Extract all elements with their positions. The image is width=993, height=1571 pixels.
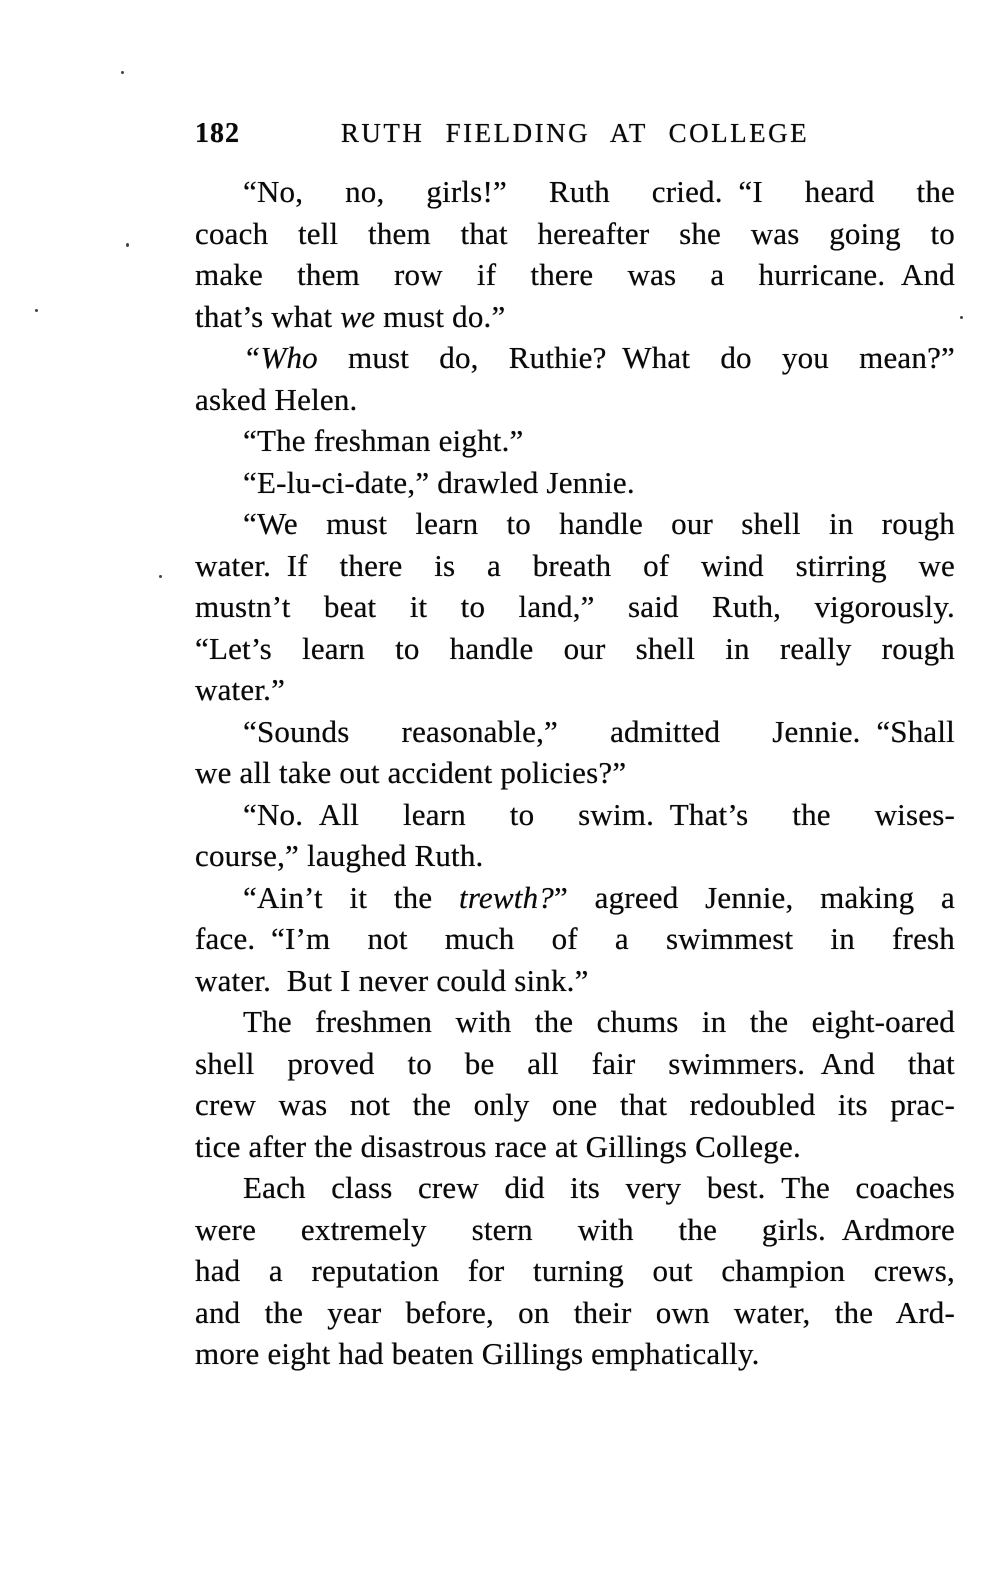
scan-speck: [126, 243, 129, 247]
paragraph: [195, 877, 955, 1002]
text-segment: we all take out accident policies?”: [195, 755, 627, 790]
text-line: [195, 752, 955, 794]
text-segment: coach tell them that hereafter she was going to: [195, 215, 955, 251]
text-line: [195, 877, 955, 919]
text-segment: water.”: [195, 672, 286, 707]
text-line: [195, 1333, 955, 1375]
text-segment: “No, no, girls!” Ruth cried. “I heard the: [243, 174, 955, 209]
page-body: [195, 171, 955, 1375]
text-line: [195, 503, 955, 545]
paragraph: [195, 171, 955, 337]
text-segment: shell proved to be all fair swimmers. And that: [195, 1045, 955, 1081]
text-segment: The freshmen with the chums in the eight-oared: [243, 1004, 955, 1039]
text-segment: were extremely stern with the girls. Ardmore: [195, 1211, 955, 1247]
text-segment: crew was not the only one that redoubled its prac-: [195, 1087, 955, 1122]
text-line: [195, 960, 955, 1002]
text-line: [195, 711, 955, 753]
scan-speck: [121, 71, 124, 74]
text-segment: “The freshman eight.”: [243, 423, 524, 458]
paragraph: [195, 503, 955, 711]
text-segment: had a reputation for turning out champion crews,: [195, 1253, 955, 1288]
text-segment: “Sounds reasonable,” admitted Jennie. “Shall: [243, 713, 955, 749]
text-line: [195, 171, 955, 213]
text-line: [195, 1043, 955, 1085]
paragraph: [195, 337, 955, 420]
text-segment: Each class crew did its very best. The coaches: [243, 1170, 955, 1205]
text-line: [195, 379, 955, 421]
text-line: [195, 586, 955, 628]
text-line: [195, 1126, 955, 1168]
text-line: [195, 545, 955, 587]
text-line: [195, 794, 955, 836]
page-header: [195, 118, 955, 150]
paragraph: [195, 1167, 955, 1375]
paragraph: [195, 1001, 955, 1167]
text-segment: water. If there is a breath of wind stirring we: [195, 547, 955, 583]
paragraph: [195, 420, 955, 462]
text-segment: ” agreed Jennie, making a: [553, 879, 955, 915]
text-segment: mustn’t beat it to land,” said Ruth, vigorously.: [195, 589, 955, 624]
text-line: [195, 669, 955, 711]
paragraph: [195, 711, 955, 794]
scan-speck: [960, 316, 963, 319]
text-line: [195, 213, 955, 255]
running-title: RUTH FIELDING AT COLLEGE: [340, 118, 810, 148]
text-line: [195, 918, 955, 960]
text-line: [195, 337, 955, 379]
text-segment: make them row if there was a hurricane. And: [195, 257, 955, 292]
text-segment: water. But I never could sink.”: [195, 962, 589, 998]
text-line: [195, 296, 955, 338]
text-segment: asked Helen.: [195, 381, 358, 417]
text-segment: must do, Ruthie? What do you mean?”: [317, 340, 955, 375]
italic-text-segment: trewth?: [459, 879, 554, 915]
text-line: [195, 628, 955, 670]
italic-text-segment: we: [340, 298, 376, 334]
text-segment: “Ain’t it the: [243, 879, 459, 915]
text-line: [195, 835, 955, 877]
text-segment: face. “I’m not much of a swimmest in fresh: [195, 921, 955, 956]
scan-speck: [159, 575, 162, 578]
text-line: [195, 1167, 955, 1209]
italic-text-segment: “Who: [243, 340, 318, 375]
text-segment: “Let’s learn to handle our shell in really rough: [195, 630, 955, 666]
text-segment: course,” laughed Ruth.: [195, 838, 484, 873]
scan-speck: [35, 309, 38, 312]
text-segment: “No. All learn to swim. That’s the wises-: [243, 796, 955, 832]
text-segment: “E-lu-ci-date,” drawled Jennie.: [243, 464, 635, 500]
text-line: [195, 1250, 955, 1292]
text-line: [195, 254, 955, 296]
text-segment: that’s what: [195, 298, 341, 334]
text-line: [195, 1001, 955, 1043]
text-segment: tice after the disastrous race at Gillings College.: [195, 1128, 801, 1164]
text-line: [195, 1209, 955, 1251]
text-line: [195, 420, 955, 462]
text-line: [195, 1084, 955, 1126]
text-segment: and the year before, on their own water, the Ard-: [195, 1294, 955, 1330]
text-line: [195, 462, 955, 504]
paragraph: [195, 794, 955, 877]
paragraph: [195, 462, 955, 504]
text-segment: more eight had beaten Gillings emphatically.: [195, 1336, 760, 1371]
text-line: [195, 1292, 955, 1334]
text-segment: must do.”: [375, 298, 506, 334]
text-segment: “We must learn to handle our shell in rough: [243, 506, 955, 541]
page-number: 182: [195, 118, 240, 149]
